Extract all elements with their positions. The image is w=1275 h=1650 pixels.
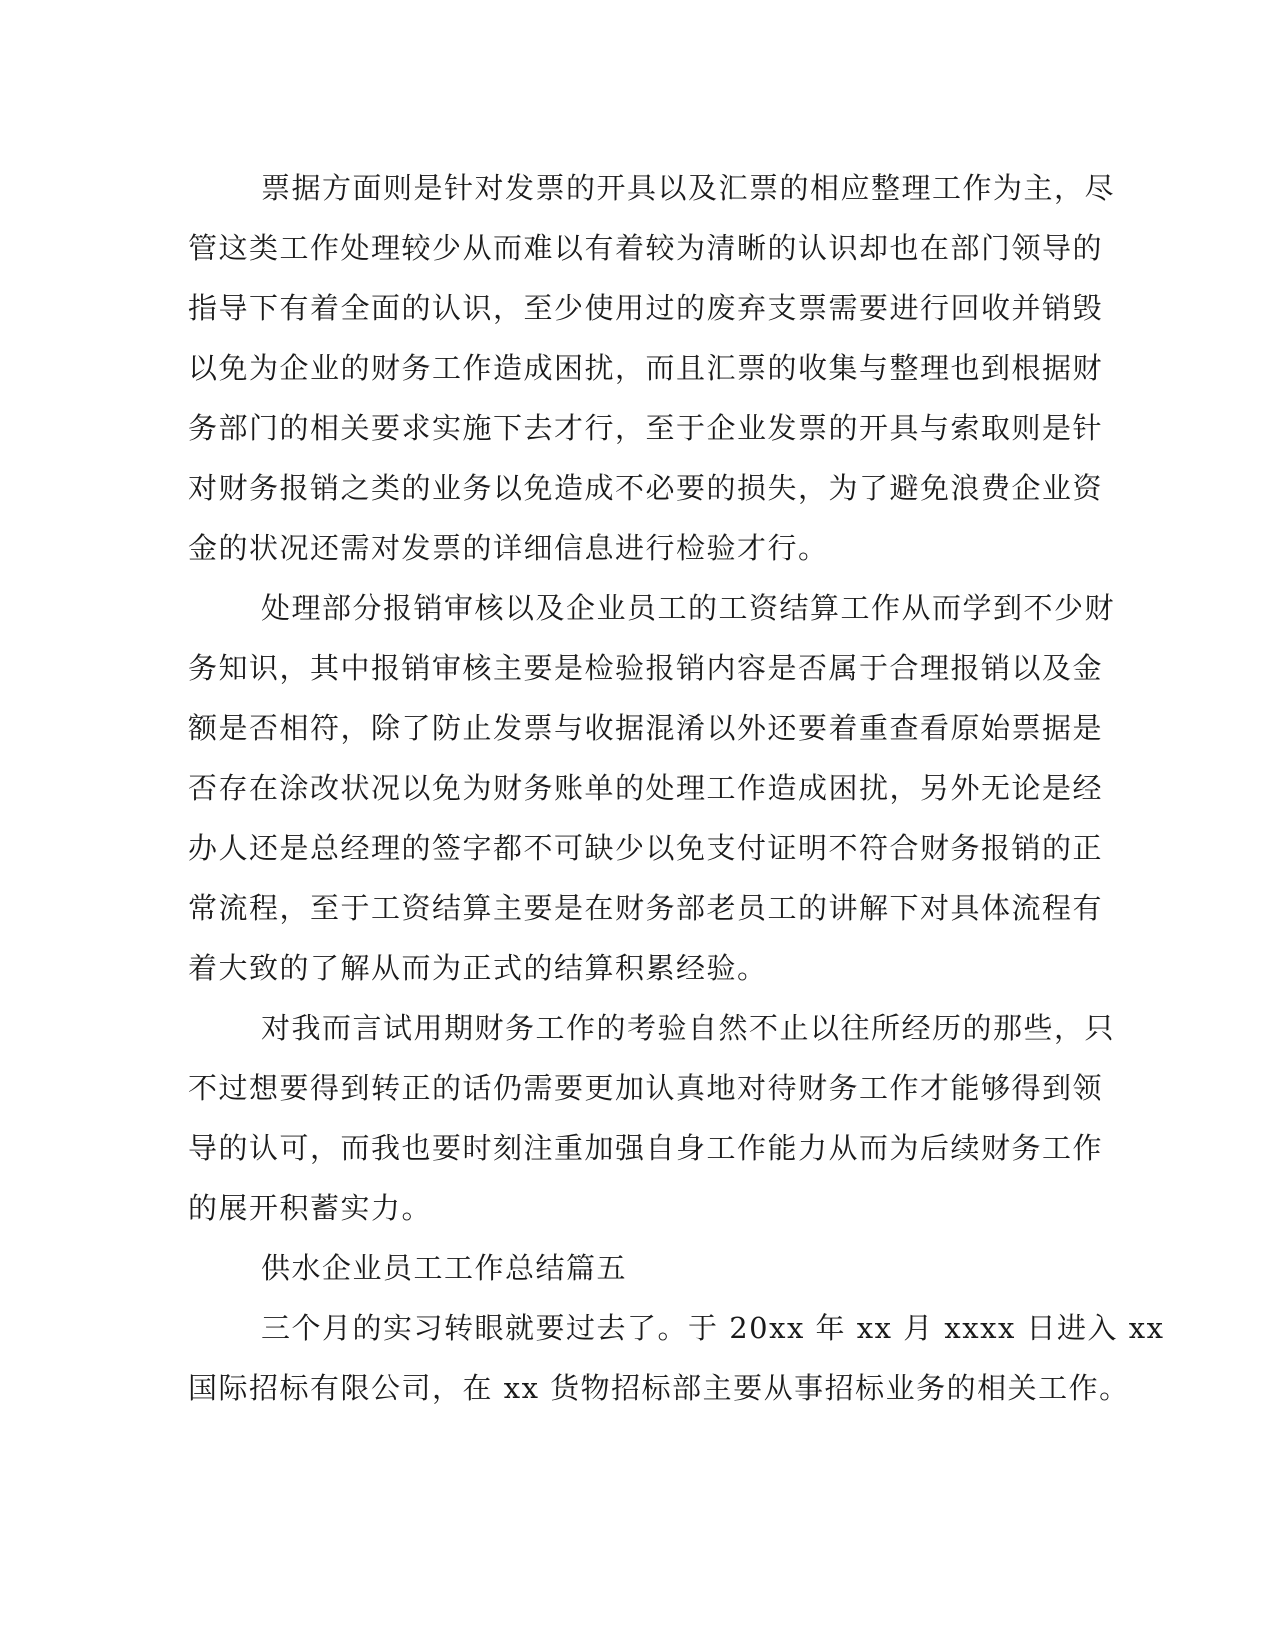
text-line: 否存在涂改状况以免为财务账单的处理工作造成困扰，另外无论是经: [188, 771, 1104, 805]
text-line: 对财务报销之类的业务以免造成不必要的损失，为了避免浪费企业资: [188, 471, 1104, 505]
paragraph: [188, 158, 1116, 578]
text-line: 的展开积蓄实力。: [188, 1191, 433, 1225]
heading-text: 供水企业员工工作总结篇五: [261, 1251, 628, 1285]
text-line: 办人还是总经理的签字都不可缺少以免支付证明不符合财务报销的正: [188, 831, 1104, 865]
text-line: 三个月的实习转眼就要过去了。于 20xx 年 xx 月 xxxx 日进入 xx: [261, 1311, 1165, 1345]
paragraph: [188, 578, 1116, 998]
text-line: 处理部分报销审核以及企业员工的工资结算工作从而学到不少财: [261, 591, 1116, 625]
text-line: 国际招标有限公司，在 xx 货物招标部主要从事招标业务的相关工作。: [188, 1371, 1130, 1405]
paragraph: [188, 998, 1116, 1238]
text-line: 务知识，其中报销审核主要是检验报销内容是否属于合理报销以及金: [188, 651, 1104, 685]
paragraph: [188, 1298, 1165, 1418]
text-line: 不过想要得到转正的话仍需要更加认真地对待财务工作才能够得到领: [188, 1071, 1104, 1105]
text-line: 金的状况还需对发票的详细信息进行检验才行。: [188, 531, 829, 565]
text-line: 票据方面则是针对发票的开具以及汇票的相应整理工作为主，尽: [261, 171, 1116, 205]
text-line: 常流程，至于工资结算主要是在财务部老员工的讲解下对具体流程有: [188, 891, 1104, 925]
text-line: 务部门的相关要求实施下去才行，至于企业发票的开具与索取则是针: [188, 411, 1104, 445]
text-line: 对我而言试用期财务工作的考验自然不止以往所经历的那些，只: [261, 1011, 1116, 1045]
text-line: 额是否相符，除了防止发票与收据混淆以外还要着重查看原始票据是: [188, 711, 1104, 745]
text-line: 管这类工作处理较少从而难以有着较为清晰的认识却也在部门领导的: [188, 231, 1104, 265]
document-body: [188, 158, 1165, 1418]
text-line: 着大致的了解从而为正式的结算积累经验。: [188, 951, 768, 985]
text-line: 导的认可，而我也要时刻注重加强自身工作能力从而为后续财务工作: [188, 1131, 1104, 1165]
text-line: 指导下有着全面的认识，至少使用过的废弃支票需要进行回收并销毁: [188, 291, 1104, 325]
text-line: 以免为企业的财务工作造成困扰，而且汇票的收集与整理也到根据财: [188, 351, 1104, 385]
section-heading: [188, 1238, 1070, 1298]
